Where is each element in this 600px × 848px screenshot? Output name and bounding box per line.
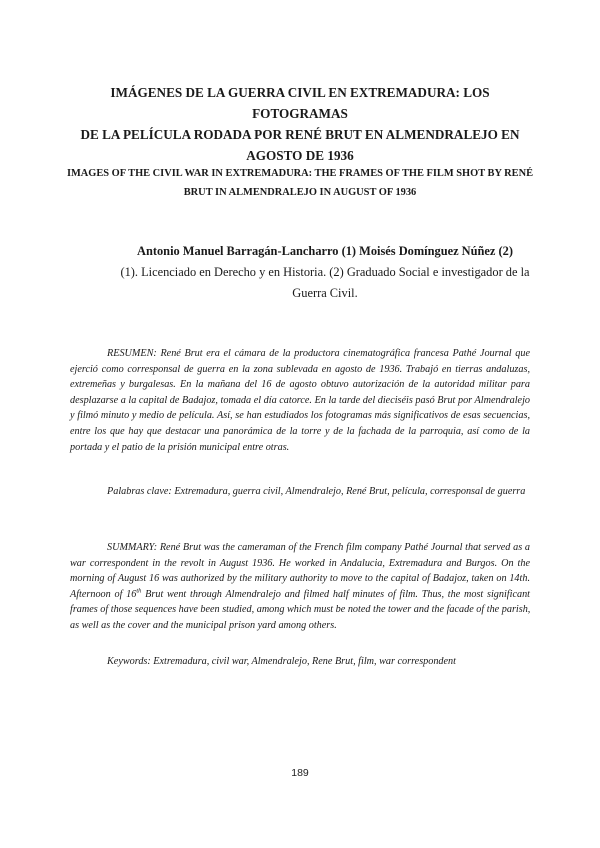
resumen-line: ejerció como corresponsal de guerra en la zona sublevada en agosto de 1936. Trabajó en tierras andaluzas, bbox=[70, 363, 530, 375]
palabras-clave: Palabras clave: Extremadura, guerra civil, Almendralejo, René Brut, película, corresponsal de guerra bbox=[107, 486, 526, 497]
article-title-english bbox=[66, 164, 534, 202]
article-title-spanish bbox=[70, 82, 530, 166]
summary-line: war correspondent in the revolt in August 1936. He worked in Andalucia, Extremadura and Burgos. On the bbox=[70, 557, 530, 569]
resumen-line: extremeñas y burgalesas. En la mañana del 16 de agosto obtuvo autorización de la autoridad militar para bbox=[70, 379, 530, 391]
authors: Antonio Manuel Barragán-Lancharro (1) Moisés Domínguez Núñez (2) bbox=[137, 244, 513, 258]
resumen-line: entre los que hay que destacar una panorámica de la torre y de la fachada de la parroquia, así como de la bbox=[70, 425, 530, 437]
resumen-line: desplazarse a la capital de Badajoz, tomada el día catorce. En la tarde del dieciséis pasó Brut por Almendralejo bbox=[70, 394, 530, 406]
affiliation-line: Guerra Civil. bbox=[292, 286, 358, 300]
affiliation-line: (1). Licenciado en Derecho y en Historia. (2) Graduado Social e investigador de la bbox=[120, 265, 530, 279]
resumen-line: portada y el patio de la prisión municipal entre otras. bbox=[70, 441, 290, 453]
title-en-line: BRUT IN ALMENDRALEJO IN AUGUST OF 1936 bbox=[183, 187, 417, 198]
summary-line-rest: Brut went through Almendralejo and filmed half minutes of film. Thus, the most significant bbox=[145, 588, 530, 600]
resumen-line: RESUMEN: René Brut era el cámara de la productora cinematográfica francesa Pathé Journal que bbox=[107, 348, 530, 359]
summary-line-prefix: Afternoon of 16 bbox=[70, 588, 137, 600]
resumen-abstract bbox=[70, 346, 530, 455]
summary-line bbox=[70, 587, 530, 603]
title-en-line: IMAGES OF THE CIVIL WAR IN EXTREMADURA: THE FRAMES OF THE FILM SHOT BY RENÉ bbox=[66, 168, 534, 179]
summary-line: as well as the cover and the municipal prison yard among others. bbox=[70, 619, 337, 631]
summary-line: SUMMARY: René Brut was the cameraman of the French film company Pathé Journal that served as a bbox=[107, 542, 530, 553]
keywords: Keywords: Extremadura, civil war, Almendralejo, Rene Brut, film, war correspondent bbox=[107, 656, 456, 667]
title-es-line: AGOSTO DE 1936 bbox=[246, 148, 354, 163]
summary-abstract bbox=[70, 540, 530, 634]
summary-line: frames of those sequences have been studied, among which must be noted the tower and the facade of the parish, bbox=[70, 604, 531, 616]
affiliations bbox=[100, 262, 550, 304]
title-es-line: IMÁGENES DE LA GUERRA CIVIL EN EXTREMADURA: LOS FOTOGRAMAS bbox=[110, 85, 490, 121]
ordinal-superscript: th bbox=[136, 587, 142, 595]
summary-line: morning of August 16 was authorized by the military authority to move to the capital of Badajoz, taken on 14th. bbox=[70, 573, 530, 585]
resumen-line: y filmó minuto y medio de película. Así, se han estudiados los fotogramas más significativos de esas secuencias, bbox=[70, 410, 530, 422]
title-es-line: DE LA PELÍCULA RODADA POR RENÉ BRUT EN ALMENDRALEJO EN bbox=[80, 127, 520, 142]
page-number: 189 bbox=[291, 767, 309, 779]
